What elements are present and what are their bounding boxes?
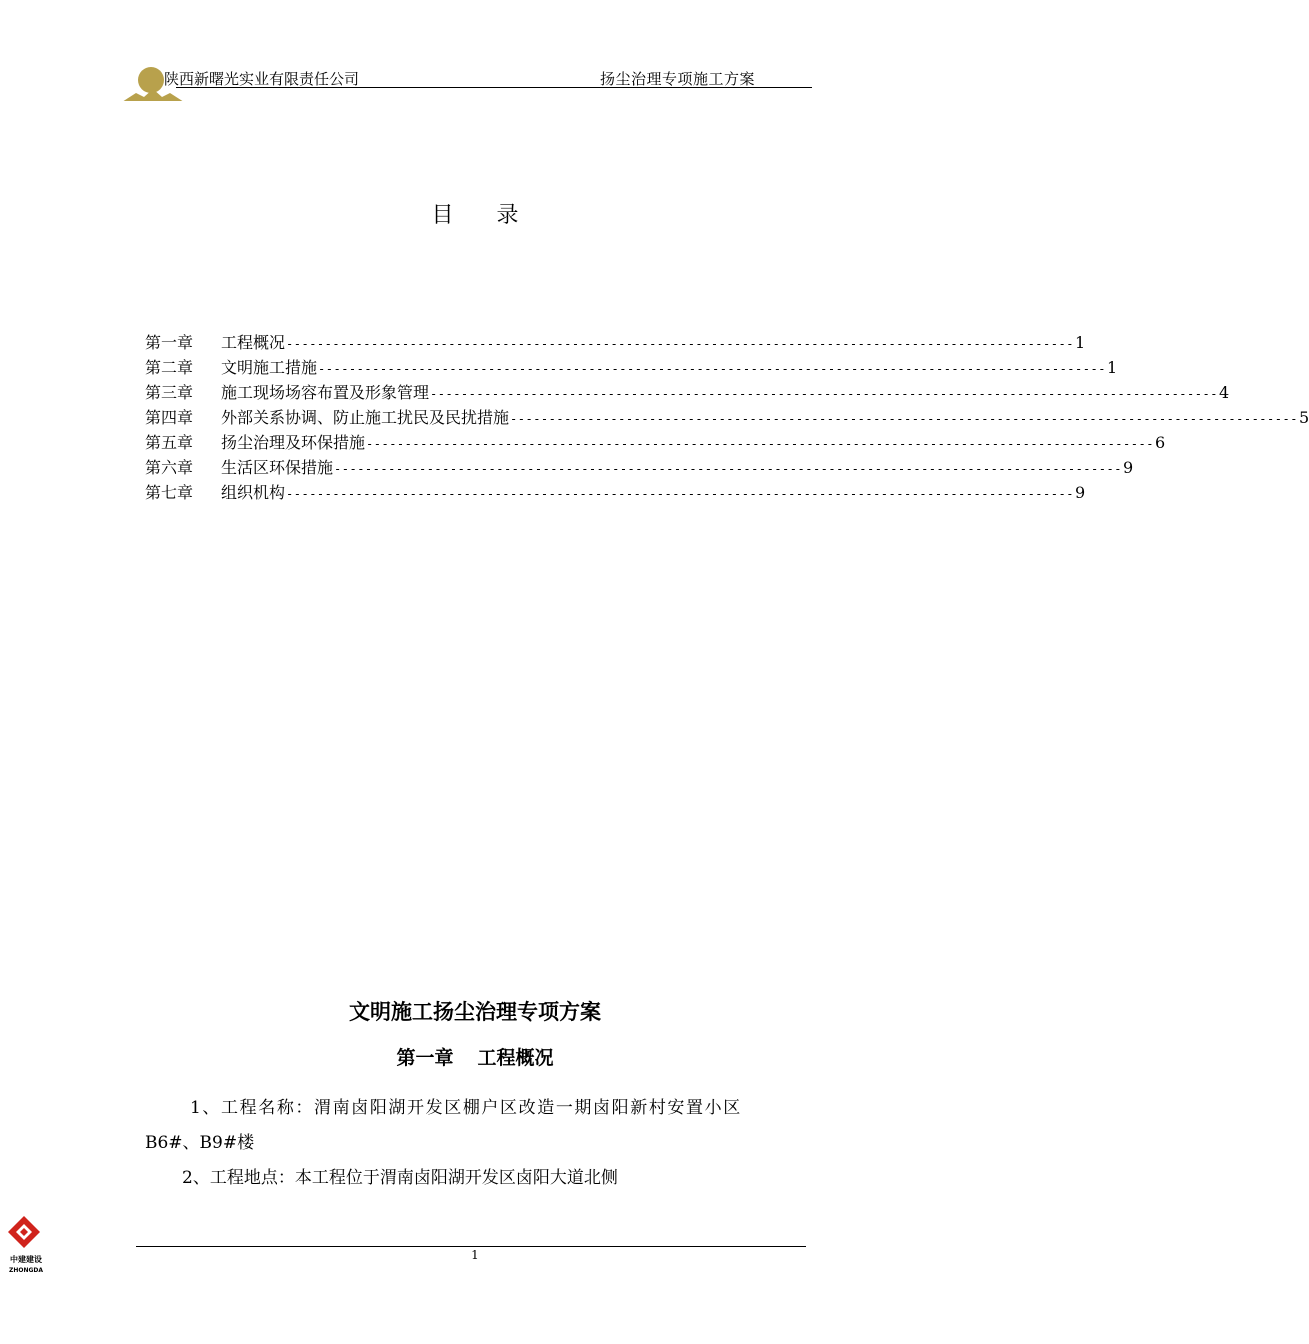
paragraph-project-location: 2、工程地点：本工程位于渭南卤阳湖开发区卤阳大道北侧 <box>182 1168 618 1188</box>
toc-leader: ------------------------------------------------------------------------------------------------------ <box>286 337 1074 351</box>
toc-entry[interactable] <box>145 355 1118 379</box>
page-number: 1 <box>471 1248 479 1262</box>
footer-divider <box>136 1246 806 1247</box>
toc-entry[interactable] <box>145 330 1086 354</box>
toc-title: 扬尘治理及环保措施 <box>221 433 366 452</box>
toc-leader: ------------------------------------------------------------------------------------------------------ <box>510 412 1298 426</box>
header-doc-title: 扬尘治理专项施工方案 <box>600 70 756 88</box>
toc-title: 工程概况 <box>221 333 286 352</box>
footer-logo-cn: 中建建设 <box>10 1255 42 1264</box>
chapter-title: 工程概况 <box>477 1047 554 1069</box>
toc-title: 生活区环保措施 <box>221 458 334 477</box>
toc-leader: ------------------------------------------------------------------------------------------------------ <box>366 437 1154 451</box>
toc-page-number: 1 <box>1074 333 1086 352</box>
toc-page-number: 4 <box>1218 383 1230 402</box>
chapter-heading <box>0 1043 950 1070</box>
toc-page-number: 6 <box>1154 433 1166 452</box>
toc-entry[interactable] <box>145 430 1166 454</box>
toc-page-number: 5 <box>1298 408 1309 427</box>
toc-chapter: 第七章 <box>145 483 194 502</box>
toc-entry[interactable] <box>145 480 1086 504</box>
toc-title: 组织机构 <box>221 483 286 502</box>
toc-entry[interactable] <box>145 380 1230 404</box>
toc-chapter: 第一章 <box>145 333 194 352</box>
paragraph-project-name-cont: B6#、B9#楼 <box>145 1133 255 1153</box>
toc-chapter: 第六章 <box>145 458 194 477</box>
toc-leader: ------------------------------------------------------------------------------------------------------ <box>334 462 1122 476</box>
footer-logo-en: ZHONGDA <box>8 1267 44 1274</box>
toc-chapter: 第三章 <box>145 383 194 402</box>
toc-chapter: 第二章 <box>145 358 194 377</box>
toc-chapter: 第四章 <box>145 408 194 427</box>
toc-title: 文明施工措施 <box>221 358 318 377</box>
toc-page-number: 9 <box>1074 483 1086 502</box>
toc-page-number: 9 <box>1122 458 1134 477</box>
paragraph-project-name: 1、工程名称：渭南卤阳湖开发区棚户区改造一期卤阳新村安置小区 <box>190 1098 742 1118</box>
toc-heading: 目 录 <box>431 203 537 228</box>
toc-entry[interactable] <box>145 405 1309 429</box>
toc-leader: ------------------------------------------------------------------------------------------------------ <box>286 487 1074 501</box>
toc-entry[interactable] <box>145 455 1134 479</box>
toc-leader: ------------------------------------------------------------------------------------------------------ <box>430 387 1218 401</box>
toc-title: 外部关系协调、防止施工扰民及民扰措施 <box>221 408 510 427</box>
chapter-label: 第一章 <box>396 1047 454 1069</box>
company-name: 陕西新曙光实业有限责任公司 <box>164 70 360 88</box>
toc-leader: ------------------------------------------------------------------------------------------------------ <box>318 362 1106 376</box>
toc-title: 施工现场场容布置及形象管理 <box>221 383 430 402</box>
zhongda-logo-icon <box>4 1214 48 1276</box>
toc-chapter: 第五章 <box>145 433 194 452</box>
document-title: 文明施工扬尘治理专项方案 <box>349 1000 601 1024</box>
header-divider <box>176 87 812 88</box>
toc-page-number: 1 <box>1106 358 1118 377</box>
